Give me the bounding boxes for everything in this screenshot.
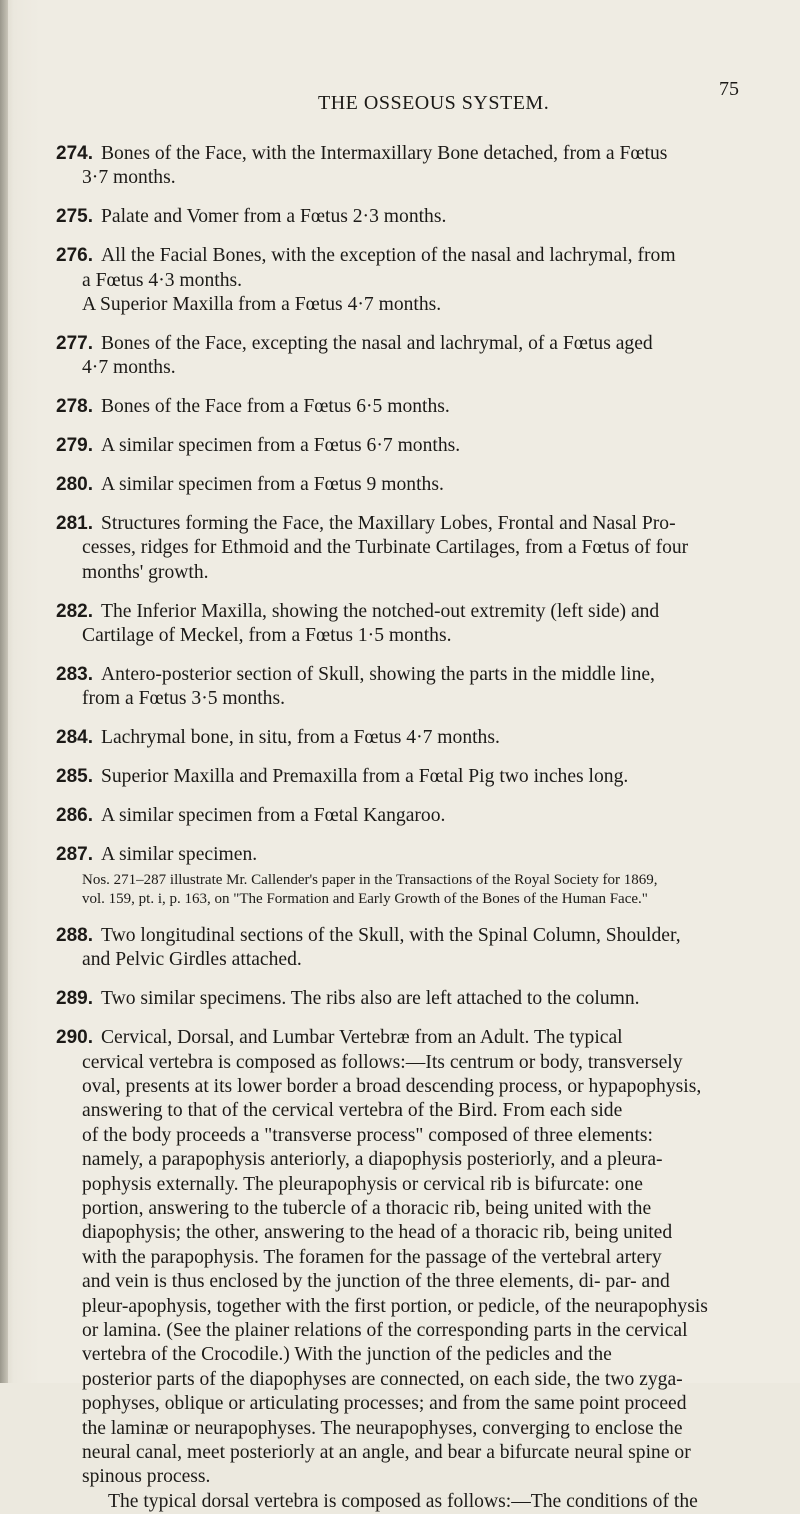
catalogue-entry-286 — [56, 804, 768, 828]
entry-text-cont: and vein is thus enclosed by the junction of the three elements, di- par- and — [82, 1271, 670, 1293]
entry-number: 282. — [56, 600, 93, 622]
catalogue-entry-278 — [56, 395, 768, 419]
catalogue-entry-287 — [56, 843, 768, 909]
entry-text-cont: namely, a parapophysis anteriorly, a diapophysis posteriorly, and a pleura- — [82, 1149, 663, 1171]
running-title: THE OSSEOUS SYSTEM. — [318, 92, 550, 114]
entry-text-cont: 4·7 months. — [82, 357, 176, 379]
entry-number: 289. — [56, 988, 93, 1010]
entry-text-cont: answering to that of the cervical vertebra of the Bird. From each side — [82, 1100, 623, 1122]
entry-number: 280. — [56, 474, 93, 496]
paragraph-final-line: The typical dorsal vertebra is composed as follows:—The conditions of the — [108, 1490, 698, 1512]
footnote-line: Nos. 271–287 illustrate Mr. Callender's paper in the Transactions of the Royal Society for 1869, — [82, 872, 658, 889]
catalogue-entry-288 — [56, 924, 768, 973]
entry-text: A similar specimen. — [100, 844, 258, 866]
entry-text-cont: vertebra of the Crocodile.) With the junction of the pedicles and the — [82, 1344, 612, 1366]
entry-text: Structures forming the Face, the Maxillary Lobes, Frontal and Nasal Pro- — [100, 512, 676, 534]
entry-text: A similar specimen from a Fœtus 9 months. — [100, 474, 444, 496]
entry-number: 276. — [56, 245, 93, 267]
entry-number: 284. — [56, 727, 93, 749]
entry-text: Bones of the Face, with the Intermaxillary Bone detached, from a Fœtus — [100, 143, 668, 164]
entry-text: Bones of the Face, excepting the nasal and lachrymal, of a Fœtus aged — [100, 332, 653, 354]
entry-text-cont: with the parapophysis. The foramen for the passage of the vertebral artery — [82, 1246, 662, 1268]
catalogue-body — [56, 142, 768, 1514]
entry-text-cont: a Fœtus 4·3 months. — [82, 269, 243, 291]
entry-text-cont: posterior parts of the diapophyses are connected, on each side, the two zyga- — [82, 1368, 683, 1390]
entry-text: A similar specimen from a Fœtus 6·7 months. — [100, 435, 461, 457]
entry-text-cont: portion, answering to the tubercle of a thoracic rib, being united with the — [82, 1198, 652, 1219]
entry-number: 275. — [56, 206, 93, 228]
page-header — [0, 78, 800, 122]
entry-text-cont: pophysis externally. The pleurapophysis or cervical rib is bifurcate: one — [82, 1173, 643, 1195]
entry-text-cont: from a Fœtus 3·5 months. — [82, 688, 286, 710]
entry-text-cont: diapophysis; the other, answering to the head of a thoracic rib, being united — [82, 1222, 673, 1244]
entry-text-cont: the laminæ or neurapophyses. The neurapophyses, converging to enclose the — [82, 1417, 683, 1439]
entry-text: Two longitudinal sections of the Skull, with the Spinal Column, Shoulder, — [100, 924, 681, 946]
entry-number: 278. — [56, 396, 93, 418]
entry-text: The Inferior Maxilla, showing the notched-out extremity (left side) and — [100, 600, 660, 622]
entry-text-cont: or lamina. (See the plainer relations of the corresponding parts in the cervical — [82, 1320, 688, 1342]
entry-text-cont: Cartilage of Meckel, from a Fœtus 1·5 months. — [82, 625, 452, 647]
entry-text-cont: pleur-apophysis, together with the first portion, or pedicle, of the neurapophysis — [82, 1295, 708, 1317]
entry-text-cont: cesses, ridges for Ethmoid and the Turbinate Cartilages, from a Fœtus of four — [82, 537, 689, 559]
entry-text: Superior Maxilla and Premaxilla from a Fœtal Pig two inches long. — [100, 766, 629, 788]
entry-number: 287. — [56, 844, 93, 866]
catalogue-entry-281 — [56, 512, 768, 585]
entry-number: 283. — [56, 664, 93, 685]
entry-text: Palate and Vomer from a Fœtus 2·3 months. — [100, 206, 447, 228]
entry-text: Antero-posterior section of Skull, showing the parts in the middle line, — [100, 664, 655, 685]
page-number: 75 — [719, 78, 739, 100]
entry-text-cont: oval, presents at its lower border a broad descending process, or hypapophysis, — [82, 1075, 702, 1097]
entry-text-cont: spinous process. — [82, 1466, 211, 1488]
catalogue-entry-279 — [56, 434, 768, 458]
entry-number: 286. — [56, 805, 93, 827]
entry-text-cont: of the body proceeds a "transverse process" composed of three elements: — [82, 1124, 653, 1146]
catalogue-entry-285 — [56, 765, 768, 789]
entry-number: 281. — [56, 512, 93, 534]
entry-number: 290. — [56, 1027, 93, 1049]
entry-text-cont: pophyses, oblique or articulating processes; and from the same point proceed — [82, 1393, 687, 1415]
entry-text: Bones of the Face from a Fœtus 6·5 months. — [100, 396, 450, 418]
catalogue-entry-276 — [56, 244, 768, 317]
entry-number: 279. — [56, 435, 93, 457]
entry-text-cont: and Pelvic Girdles attached. — [82, 949, 302, 971]
catalogue-entry-290 — [56, 1026, 768, 1514]
entry-text: Two similar specimens. The ribs also are left attached to the column. — [100, 988, 640, 1010]
entry-text: A similar specimen from a Fœtal Kangaroo. — [100, 805, 446, 827]
catalogue-entry-289 — [56, 987, 768, 1011]
entry-text: Lachrymal bone, in situ, from a Fœtus 4·7 months. — [100, 727, 500, 749]
entry-text-cont: 3·7 months. — [82, 167, 176, 189]
catalogue-entry-277 — [56, 332, 768, 381]
entry-number: 288. — [56, 924, 93, 946]
entry-text: All the Facial Bones, with the exception of the nasal and lachrymal, from — [100, 245, 676, 267]
catalogue-entry-280 — [56, 473, 768, 497]
entry-text: Cervical, Dorsal, and Lumbar Vertebræ from an Adult. The typical — [100, 1027, 623, 1049]
catalogue-entry-283 — [56, 663, 768, 712]
entry-number: 274. — [56, 143, 93, 164]
footnote-line: vol. 159, pt. i, p. 163, on "The Formation and Early Growth of the Bones of the Human Face." — [82, 891, 648, 908]
catalogue-entry-274 — [56, 142, 768, 191]
entry-text-cont: neural canal, meet posteriorly at an angle, and bear a bifurcate neural spine or — [82, 1442, 691, 1464]
entry-number: 285. — [56, 766, 93, 788]
catalogue-entry-284 — [56, 726, 768, 750]
entry-text-cont: cervical vertebra is composed as follows:—Its centrum or body, transversely — [82, 1051, 683, 1073]
entry-text-cont: months' growth. — [82, 561, 209, 583]
catalogue-entry-275 — [56, 205, 768, 229]
catalogue-entry-282 — [56, 600, 768, 649]
page-gutter — [0, 0, 8, 1383]
entry-number: 277. — [56, 332, 93, 354]
entry-subitem: A Superior Maxilla from a Fœtus 4·7 months. — [82, 294, 442, 316]
